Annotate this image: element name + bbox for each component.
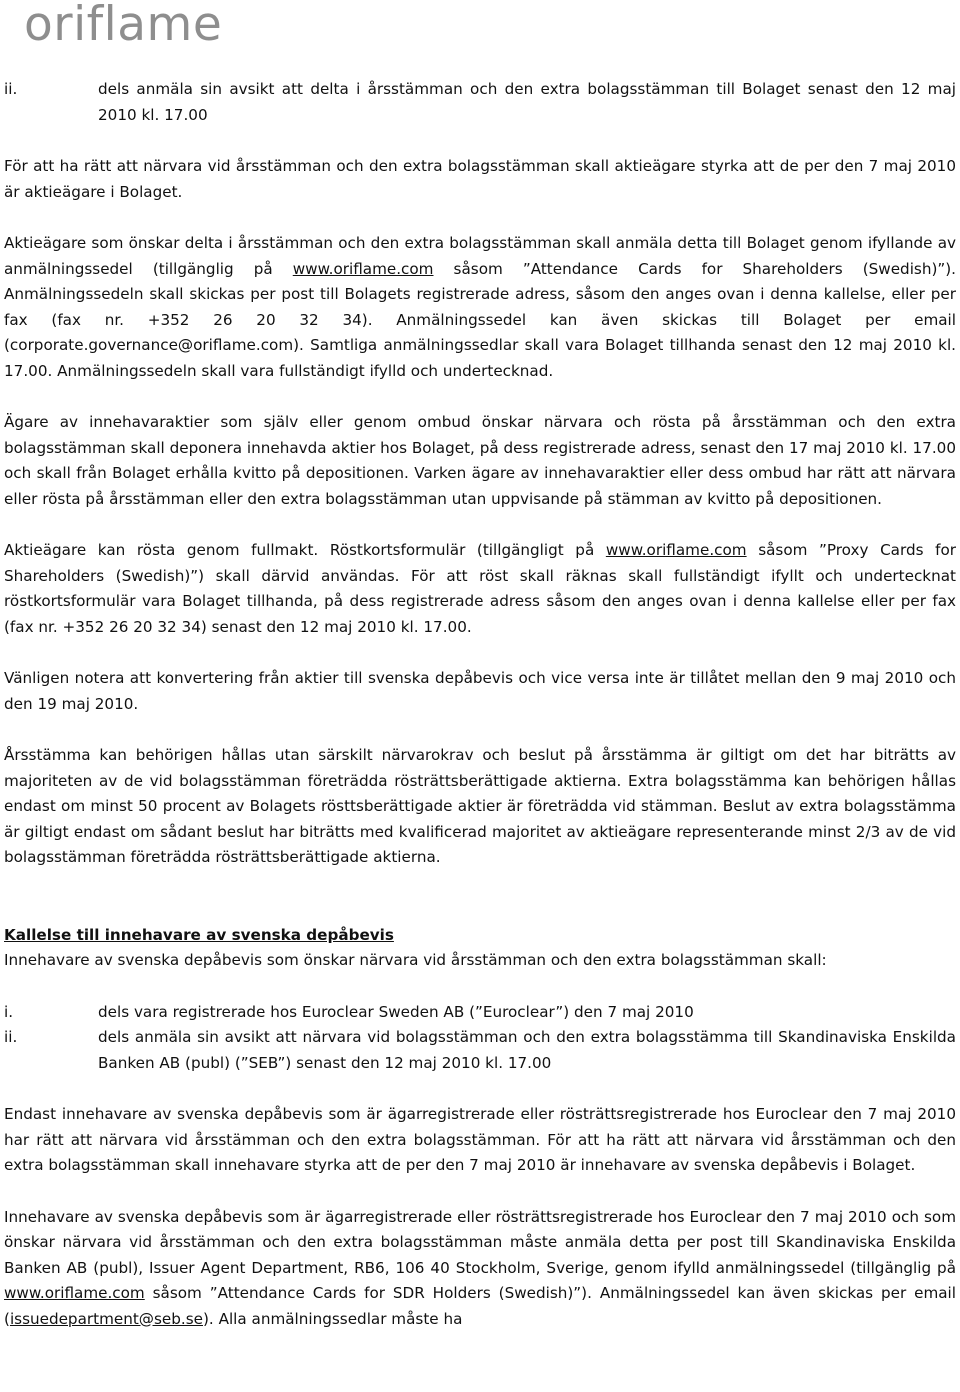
text-segment: Innehavare av svenska depåbevis som är ägarregistrerade eller rösträttsregistrerade hos Euroclear den 7 maj 2010 och som önskar närvara vid årsstämman och den extra bolagsstämman måste anmäla detta per post till Skandinaviska Enskilda Banken AB (publ), Issuer Agent Department, RB6, 106 40 Stockholm, Sverige, genom ifylld anmälningssedel (tillgänglig på xyxy=(4,1207,956,1277)
text-segment: Aktieägare kan rösta genom fullmakt. Röstkortsformulär (tillgängligt på xyxy=(4,541,606,559)
section-heading: Kallelse till innehavare av svenska depåbevis xyxy=(4,925,394,944)
paragraph-sdr-eligibility: Endast innehavare av svenska depåbevis som är ägarregistrerade eller rösträttsregistrerade hos Euroclear den 7 maj 2010 har rätt att närvara vid årsstämman och den extra bolagsstämman. För att ha rätt att närvara vid årsstämman och den extra bolagsstämman skall innehavare styrka att de per den 7 maj 2010 är innehavare av svenska depåbevis i Bolaget. xyxy=(4,1105,956,1174)
list-item xyxy=(4,1000,956,1026)
email-link[interactable]: issuedepartment@seb.se xyxy=(9,1309,203,1328)
oriflame-link[interactable]: www.oriflame.com xyxy=(4,1284,145,1302)
paragraph-bearer-shares: Ägare av innehavaraktier som själv eller genom ombud önskar närvara och rösta på årsstämman och den extra bolagsstämman skall deponera innehavda aktier hos Bolaget, på dess registrerade adress, senast den 17 maj 2010 kl. 17.00 och skall från Bolaget erhålla kvitto på depositionen. Varken ägare av innehavaraktier eller dess ombud har rätt att närvara eller rösta på årsstämman eller den extra bolagsstämman utan uppvisande på stämman av kvitto på depositionen. xyxy=(4,413,956,508)
list-item-text: dels anmäla sin avsikt att närvara vid bolagsstämman och den extra bolagsstämma till Skandinaviska Enskilda Banken AB (publ) (”SEB”) senast den 12 maj 2010 kl. 17.00 xyxy=(98,1028,956,1072)
oriflame-link[interactable]: www.oriflame.com xyxy=(605,541,747,559)
paragraph-notification xyxy=(4,231,956,384)
list-marker: ii. xyxy=(4,80,18,98)
oriflame-logo: oriflame xyxy=(24,0,223,52)
text-segment: såsom ”Attendance Cards for SDR Holders (Swedish)”). Anmälningssedel kan även skickas per email ( xyxy=(4,1284,956,1328)
paragraph-registration-date: För att ha rätt att närvara vid årsstämman och den extra bolagsstämman skall aktieägare styrka att de per den 7 maj 2010 är aktieägare i Bolaget. xyxy=(4,157,956,201)
list-marker: ii. xyxy=(4,1028,18,1046)
list-item xyxy=(4,1025,956,1076)
text-segment: ). Alla anmälningssedlar måste ha xyxy=(202,1309,463,1328)
paragraph-sdr-notification xyxy=(4,1205,956,1333)
oriflame-link[interactable]: www.oriflame.com xyxy=(292,259,434,278)
section-intro: Innehavare av svenska depåbevis som önskar närvara vid årsstämman och den extra bolagsstämman skall: xyxy=(4,951,827,969)
list-marker: i. xyxy=(4,1002,14,1021)
text-segment: såsom ”Proxy Cards for Shareholders (Swedish)”) skall därvid användas. För att röst skall räknas skall fullständigt ifyllt och undertecknat röstkortsformulär vara Bolaget tillhanda, på dess registrerade adress såsom den anges ovan i denna kallelse eller per fax (fax nr. +352 26 20 32 34) senast den 12 maj 2010 kl. 17.00. xyxy=(4,541,957,636)
text-segment: såsom ”Attendance Cards for Shareholders (Swedish)”). Anmälningssedeln skall skickas per post till Bolagets registrerade adress, såsom den anges ovan i denna kallelse, eller per fax (fax nr. +352 26 20 32 34). Anmälningssedel kan även skickas till Bolaget per email (corporate.governance@oriflame.com). Samtliga anmälningssedlar skall vara Bolaget tillhanda senast den 12 maj 2010 kl. 17.00. Anmälningssedeln skall vara fullständigt ifylld och undertecknad. xyxy=(4,259,957,380)
paragraph-quorum: Årsstämma kan behörigen hållas utan särskilt närvarokrav och beslut på årsstämma är giltigt om det har biträtts av majoriteten av de vid bolagsstämman företrädda rösträttsberättigade aktierna. Extra bolagsstämma kan behörigen hållas endast om minst 50 procent av Bolagets rösttsberättigade aktier är företrädda vid stämman. Beslut av extra bolagsstämma är giltigt endast om sådant beslut har biträtts med kvalificerad majoritet av aktieägare representerande minst 2/3 av de vid bolagsstämman företrädda rösträttsberättigade aktierna. xyxy=(4,746,956,866)
list-item-text: dels vara registrerade hos Euroclear Sweden AB (”Euroclear”) den 7 maj 2010 xyxy=(98,1002,694,1021)
list-item-text: dels anmäla sin avsikt att delta i årsstämman och den extra bolagsstämman till Bolaget senast den 12 maj 2010 kl. 17.00 xyxy=(98,80,956,124)
paragraph-proxy xyxy=(4,538,956,640)
text-segment: Aktieägare som önskar delta i årsstämman och den extra bolagsstämman skall anmäla detta till Bolaget genom ifyllande av anmälningssedel (tillgänglig på xyxy=(4,234,956,278)
document-body xyxy=(4,77,956,1358)
list-item xyxy=(4,77,956,128)
paragraph-conversion: Vänligen notera att konvertering från aktier till svenska depåbevis och vice versa inte är tillåtet mellan den 9 maj 2010 och den 19 maj 2010. xyxy=(4,669,956,713)
